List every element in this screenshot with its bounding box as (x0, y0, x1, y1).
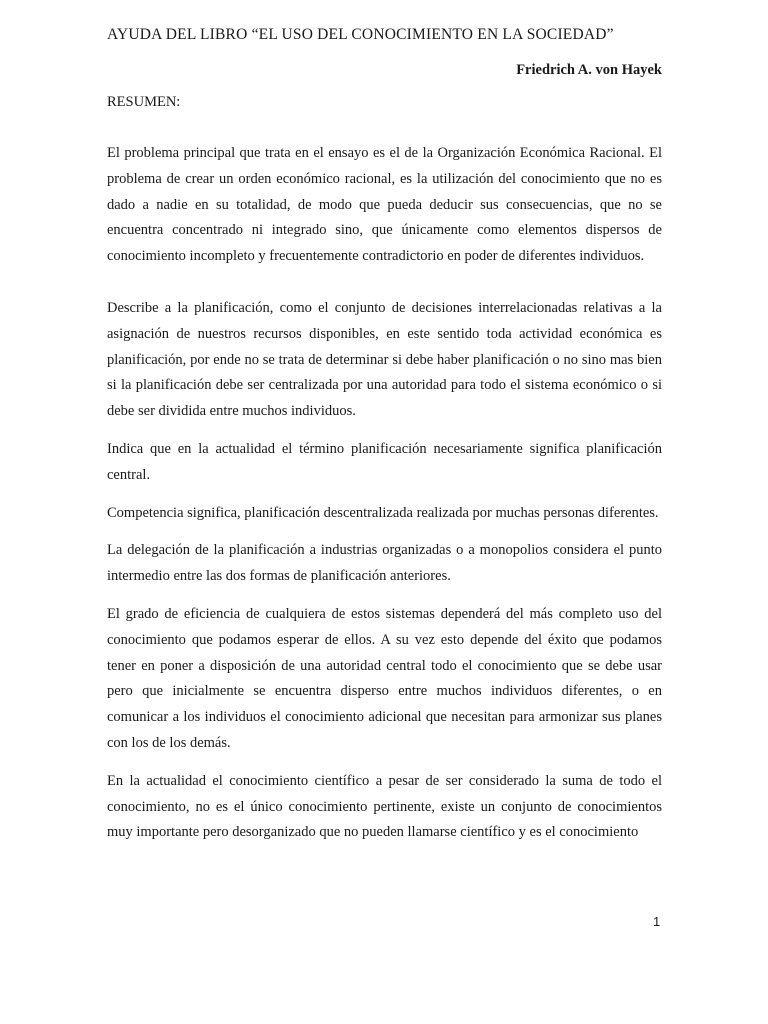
paragraph-7: En la actualidad el conocimiento científico a pesar de ser considerado la suma de todo el conocimiento, no es el único conocimiento pertinente, existe un conjunto de conocimientos muy importante pero desorganizado que no pueden llamarse científico y es el conocimiento (107, 772, 662, 841)
paragraph-6: El grado de eficiencia de cualquiera de estos sistemas dependerá del más completo uso del conocimiento que podamos esperar de ellos. A su vez esto depende del éxito que podamos tener en poner a disposición de una autoridad central todo el conocimiento que se debe usar pero que inicialmente se encuentra disperso entre muchos individuos diferentes, o en comunicar a los individuos el conocimiento adicional que necesitan para armonizar sus planes con los de los demás. (107, 605, 662, 751)
paragraph-3: Indica que en la actualidad el término planificación necesariamente significa planificación central. (107, 440, 662, 483)
paragraph-5: La delegación de la planificación a industrias organizadas o a monopolios considera el punto intermedio entre las dos formas de planificación anteriores. (107, 542, 662, 585)
document-title: AYUDA DEL LIBRO “EL USO DEL CONOCIMIENTO EN LA SOCIEDAD” (107, 26, 614, 43)
page-number: 1 (653, 914, 661, 929)
paragraph-2: Describe a la planificación, como el conjunto de decisiones interrelacionadas relativas a la asignación de nuestros recursos disponibles, en este sentido toda actividad económica es planificación, por ende no se trata de determinar si debe haber planificación o no sino mas bien si la planificación debe ser centralizada por una autoridad para todo el sistema económico o si debe ser dividida entre muchos individuos. (107, 299, 662, 420)
paragraph-4: Competencia significa, planificación descentralizada realizada por muchas personas diferentes. (107, 504, 659, 521)
document-body (107, 141, 662, 846)
document-author: Friedrich A. von Hayek (516, 62, 662, 78)
paragraph-1: El problema principal que trata en el ensayo es el de la Organización Económica Racional. El problema de crear un orden económico racional, es la utilización del conocimiento que no es dado a nadie en su totalidad, de modo que pueda deducir sus consecuencias, que no se encuentra concentrado ni integrado sino, que únicamente como elementos dispersos de conocimiento incompleto y frecuentemente contradictorio en poder de diferentes individuos. (107, 145, 662, 265)
summary-heading: RESUMEN: (107, 94, 181, 110)
